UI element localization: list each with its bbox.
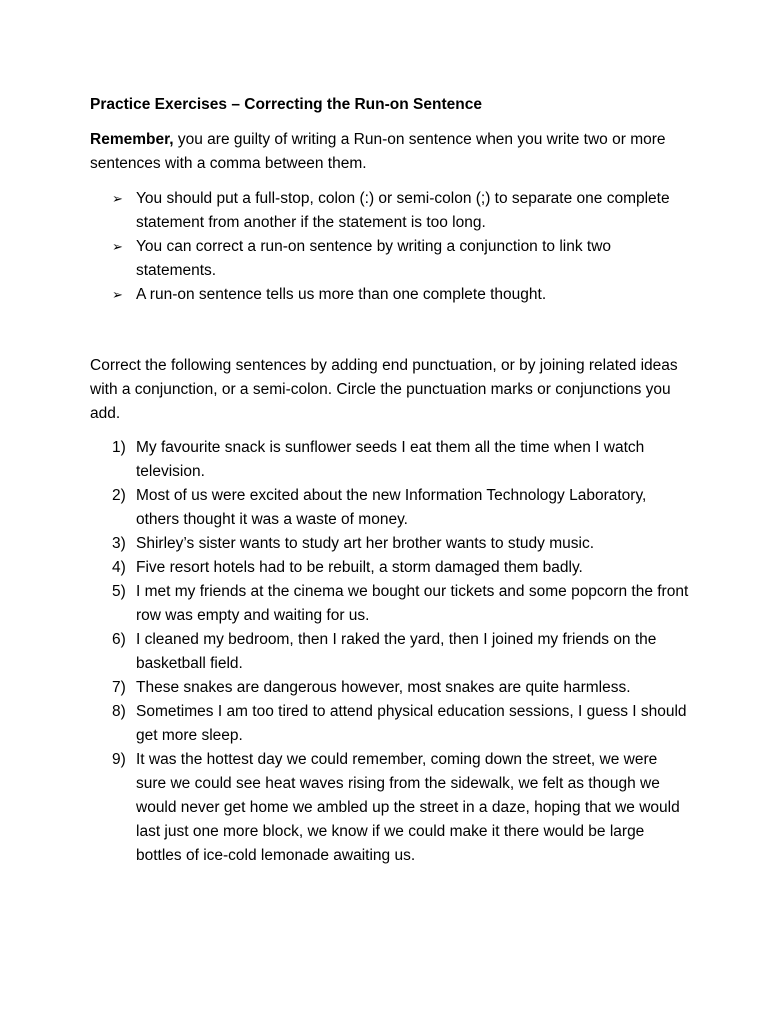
exercise-item (90, 532, 690, 556)
rule-text: You can correct a run-on sentence by writing a conjunction to link two statements. (136, 238, 612, 279)
exercise-item (90, 556, 690, 580)
exercise-item (90, 676, 690, 700)
exercise-number: 9) (112, 751, 126, 768)
exercise-text: Most of us were excited about the new Information Technology Laboratory, others thought it was a waste of money. (136, 487, 647, 528)
exercise-number: 7) (112, 679, 126, 696)
rule-text: You should put a full-stop, colon (:) or semi-colon (;) to separate one complete statement from another if the statement is too long. (136, 190, 670, 231)
remember-text: you are guilty of writing a Run-on sentence when you write two or more sentences with a comma between them. (90, 131, 666, 172)
rule-item (90, 187, 690, 235)
remember-label: Remember, (90, 131, 174, 148)
exercise-text: I met my friends at the cinema we bought our tickets and some popcorn the front row was empty and waiting for us. (136, 583, 689, 624)
rule-item (90, 283, 690, 307)
exercise-item (90, 628, 690, 676)
exercise-number: 4) (112, 559, 126, 576)
exercise-text: It was the hottest day we could remember, coming down the street, we were sure we could see heat waves rising from the sidewalk, we felt as though we would never get home we ambled up the street in a daze, hoping that we would last just one more block, we know if we could make it there would be large bottles of ice-cold lemonade awaiting us. (136, 751, 680, 864)
exercise-item (90, 436, 690, 484)
page-title: Practice Exercises – Correcting the Run-on Sentence (90, 96, 482, 113)
rule-text: A run-on sentence tells us more than one complete thought. (136, 286, 547, 303)
exercise-number: 2) (112, 487, 126, 504)
exercise-text: Shirley’s sister wants to study art her brother wants to study music. (136, 535, 595, 552)
instructions-paragraph: Correct the following sentences by adding end punctuation, or by joining related ideas with a conjunction, or a semi-colon. Circle the punctuation marks or conjunctions you add. (90, 357, 678, 422)
rules-list (90, 187, 690, 307)
arrow-bullet-icon: ➢ (112, 239, 123, 254)
exercise-list (90, 436, 690, 868)
exercise-number: 5) (112, 583, 126, 600)
arrow-bullet-icon: ➢ (112, 191, 123, 206)
remember-paragraph (90, 128, 690, 176)
exercise-number: 3) (112, 535, 126, 552)
exercise-text: Five resort hotels had to be rebuilt, a storm damaged them badly. (136, 559, 583, 576)
exercise-text: I cleaned my bedroom, then I raked the yard, then I joined my friends on the basketball field. (136, 631, 657, 672)
exercise-number: 6) (112, 631, 126, 648)
arrow-bullet-icon: ➢ (112, 287, 123, 302)
exercise-number: 1) (112, 439, 126, 456)
document-body (90, 93, 690, 868)
exercise-text: Sometimes I am too tired to attend physical education sessions, I guess I should get more sleep. (136, 703, 687, 744)
exercise-text: These snakes are dangerous however, most snakes are quite harmless. (136, 679, 631, 696)
exercise-item (90, 700, 690, 748)
exercise-number: 8) (112, 703, 126, 720)
exercise-item (90, 580, 690, 628)
exercise-item (90, 748, 690, 868)
exercise-item (90, 484, 690, 532)
exercise-text: My favourite snack is sunflower seeds I eat them all the time when I watch television. (136, 439, 645, 480)
rule-item (90, 235, 690, 283)
